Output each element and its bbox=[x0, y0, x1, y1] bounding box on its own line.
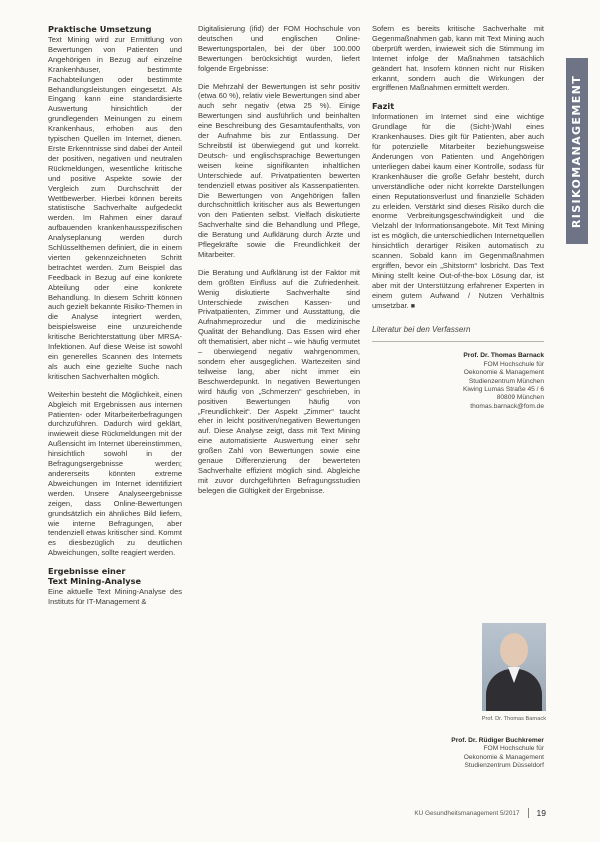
paragraph: Digitalisierung (ifid) der FOM Hochschule von deutschen und englischen Online-Bewertungsportalen, bei der über 100.000 Bewertungen berücksichtigt wurden, liefert folgende Ergebnisse: bbox=[198, 24, 360, 73]
heading-line-2: Text Mining-Analyse bbox=[48, 576, 142, 587]
author-affiliation: Studienzentrum München bbox=[468, 377, 544, 385]
author-address: Kiwing Lumas Straße 45 / 6 bbox=[463, 386, 544, 393]
author-photo bbox=[482, 623, 546, 711]
journal-name: KU Gesundheitsmanagement 5/2017 bbox=[414, 809, 520, 817]
divider bbox=[372, 341, 544, 342]
article-column-3 bbox=[372, 24, 544, 411]
end-of-article-mark: ■ bbox=[410, 302, 416, 310]
author-affiliation: FOM Hochschule für bbox=[483, 360, 544, 368]
author-affiliation: Studienzentrum Düsseldorf bbox=[464, 762, 544, 770]
author-affiliation: FOM Hochschule für bbox=[483, 745, 544, 753]
photo-caption: Prof. Dr. Thomas Barnack bbox=[481, 716, 546, 722]
section-heading-ergebnisse bbox=[48, 566, 182, 586]
section-heading-praktische-umsetzung: Praktische Umsetzung bbox=[48, 24, 152, 34]
photo-head-shape bbox=[500, 633, 528, 667]
page-number: 19 bbox=[536, 808, 546, 818]
paragraph: Die Beratung und Aufklärung ist der Faktor mit dem größten Einfluss auf die Zufriedenheit. Wenig diskutierte Sachverhalte sind Unterschiede zwischen Kassen- und Privatpatienten, Zimmer und Ausstattung, die Aufnahmeprozedur und die medizinische Qualität der Behandlung. Das Essen wird eher oft thematisiert, aber nicht – wie häufig vermutet – überwiegend negativ wahrgenommen, sondern eher ausgeglichen. Wartezeiten sind teilweise lang, aber nicht immer ein Beschwerdepunkt. In negativen Bewertungen wird häufig von „Schmerzen“ geschrieben, in positiven Bewertungen häufig von „Freundlichkeit“. Der Aspekt „Zimmer“ taucht eher in leicht positiven/negativen Bewertungen auf. Diese Analyse zeigt, dass mit Text Mining eine automatisierte Auswertung einer sehr großen Zahl von Bewertungen sowie eine genaue Differenzierung der bewerteten Sachverhalte effizient möglich sind. Abgleiche mit zuvor durchgeführten Befragungsstudien belegen die Gültigkeit der Ergebnisse. bbox=[198, 267, 360, 495]
heading-line-1: Ergebnisse einer bbox=[48, 566, 126, 577]
paragraph-text: Informationen im Internet sind eine wichtige Grundlage für die (Sicht-)Wahl eines Krankenhauses. Dies gilt für Patienten, aber auch für potenzielle Mitarbeiter beziehungsweise Änderungen von Patienten und Angehörigen unterliegen dabei kaum einer Kontrolle, sodass für Krankenhäuser die große Gefahr besteht, durch unverständliche oder nicht korrekte Darstellungen einen Reputationsverlust und finanzielle Schäden zu erleiden. Verstärkt sind dieses Risiko durch die enorme Verbreitungsgeschwindigkeit und die Vielzahl der Informationsangebote. Mit Text Mining ist es möglich, die unterschiedlichen Internetquellen hinsichtlich derartiger Risiken automatisch zu scannen. Sobald kann im Gegenmaßnahmen ergriffen, bevor ein „Shitstorm“ losbricht. Das Text Mining stellt keine Out-of-the-box Lösung dar, ist aber mit der Unterstützung erfahrener Experten in einem gutem Aufwand / Nutzen Verhältnis umsetzbar. bbox=[372, 112, 544, 310]
paragraph: Eine aktuelle Text Mining-Analyse des Instituts für IT-Management & bbox=[48, 587, 182, 607]
author-address: 80809 München bbox=[496, 394, 544, 402]
literature-note: Literatur bei den Verfassern bbox=[372, 325, 471, 335]
author-affiliation: Oekonomie & Management bbox=[463, 369, 544, 377]
author-email: thomas.barnack@fom.de bbox=[470, 402, 544, 410]
side-tab-label: RISIKOMANAGEMENT bbox=[570, 74, 584, 228]
paragraph bbox=[372, 112, 544, 311]
section-heading-fazit: Fazit bbox=[372, 101, 395, 112]
author-block-1 bbox=[372, 352, 544, 411]
section-side-tab bbox=[566, 58, 588, 244]
paragraph: Die Mehrzahl der Bewertungen ist sehr positiv (etwa 60 %), relativ viele Bewertungen sind aber auch sehr negativ (etwa 25 %). Einige Bewertungen sind ausführlich und beinhalten eine Beschreibung des Gesamtaufenthalts, von der Aufnahme bis zur Entlassung. Der Schreibstil ist überwiegend gut und korrekt. Deutsch- und englischsprachige Bewertungen weisen keine signifikanten inhaltlichen Unterschiede auf. Privatpatienten bewerten tendenziell etwas positiver als Kassenpatienten. Die Bewertungen von Angehörigen fallen durchschnittlich kritischer aus als Bewertungen von den Patienten selbst. Vielfach diskutierte Sachverhalte sind die Behandlung und Pflege, die Beratung und Aufklärung durch Ärzte und Pflegekräfte sowie die Freundlichkeit der Mitarbeiter. bbox=[198, 81, 360, 259]
article-column-1 bbox=[48, 24, 182, 607]
paragraph: Text Mining wird zur Ermittlung von Bewertungen von Patienten und Angehörigen in Bezug auf einzelne Krankenhäuser, bestimmte Fachabteilungen oder bestimmte Behandlungsleistungen eingesetzt. Als Eingang kann eine standardisierte Auswertung hinsichtlich der grundlegenden Meinungen zu einem Krankenhaus, erhoben aus den typischen Quellen im Internet, dienen. Erste Erkenntnisse sind dabei der Anteil der positiven, negativen und neutralen Rückmeldungen, wesentliche kritische und positive Aspekte sowie der Vergleich zum Durchschnitt der Wettbewerber. Hierbei können bereits statistische Sachverhalte aufgedeckt werden. Im Rahmen einer darauf aufbauenden krankenhausspezifischen Analyseplanung werden durch Schlüsselthemen definiert, die in einem vierten gekennzeichneten Schritt betrachtet werden. Zum Beispiel das Feedback in Bezug auf eine konkrete Abteilung oder eine konkrete Behandlung. In diesem Schritt können auch gezielt bekannte Risiko-Themen in die Analyse integriert werden, beispielsweise eine unzureichende kritische Berichterstattung über MRSA-Infektionen. Auf diese Weise ist sowohl ein generelles Scannen des Internets als auch eine gezielte Suche nach kritischen Sachverhalten möglich. bbox=[48, 35, 182, 381]
article-column-2 bbox=[198, 24, 360, 496]
paragraph: Sofern es bereits kritische Sachverhalte mit Gegenmaßnahmen gab, kann mit Text Mining auch überprüft werden, inwieweit sich die Stimmung im Internet infolge der Maßnahmen tatsächlich geändert hat. Insofern können nicht nur Risiken erkannt, sondern auch die Wirkungen der ergriffenen Maßnahmen ermittelt werden. bbox=[372, 24, 544, 93]
author-name: Prof. Dr. Rüdiger Buchkremer bbox=[451, 737, 544, 744]
page-footer bbox=[380, 808, 546, 818]
paragraph: Weiterhin besteht die Möglichkeit, einen Abgleich mit Ergebnissen aus internen Patienten- oder Mitarbeiterbefragungen durchzuführen. Dadurch wird geklärt, inwieweit diese Rückmeldungen mit der Außensicht im Internet übereinstimmen, hinsichtlich sowohl in der Befragungsergebnisse werden; andererseits könnten extreme Abweichungen im Internet identifiziert werden. Unsere Analyseergebnisse zeigen, dass Online-Bewertungen grundsätzlich ein ähnliches Bild liefern, wie interne Befragungen, aber tendenziell etwas kritischer sind. Kommt es diesbezüglich zu deutlichen Abweichungen, sollte reagiert werden. bbox=[48, 389, 182, 558]
footer-divider bbox=[528, 808, 529, 818]
author-affiliation: Oekonomie & Management bbox=[463, 753, 544, 761]
author-name: Prof. Dr. Thomas Barnack bbox=[463, 352, 544, 360]
author-block-2 bbox=[372, 737, 544, 771]
